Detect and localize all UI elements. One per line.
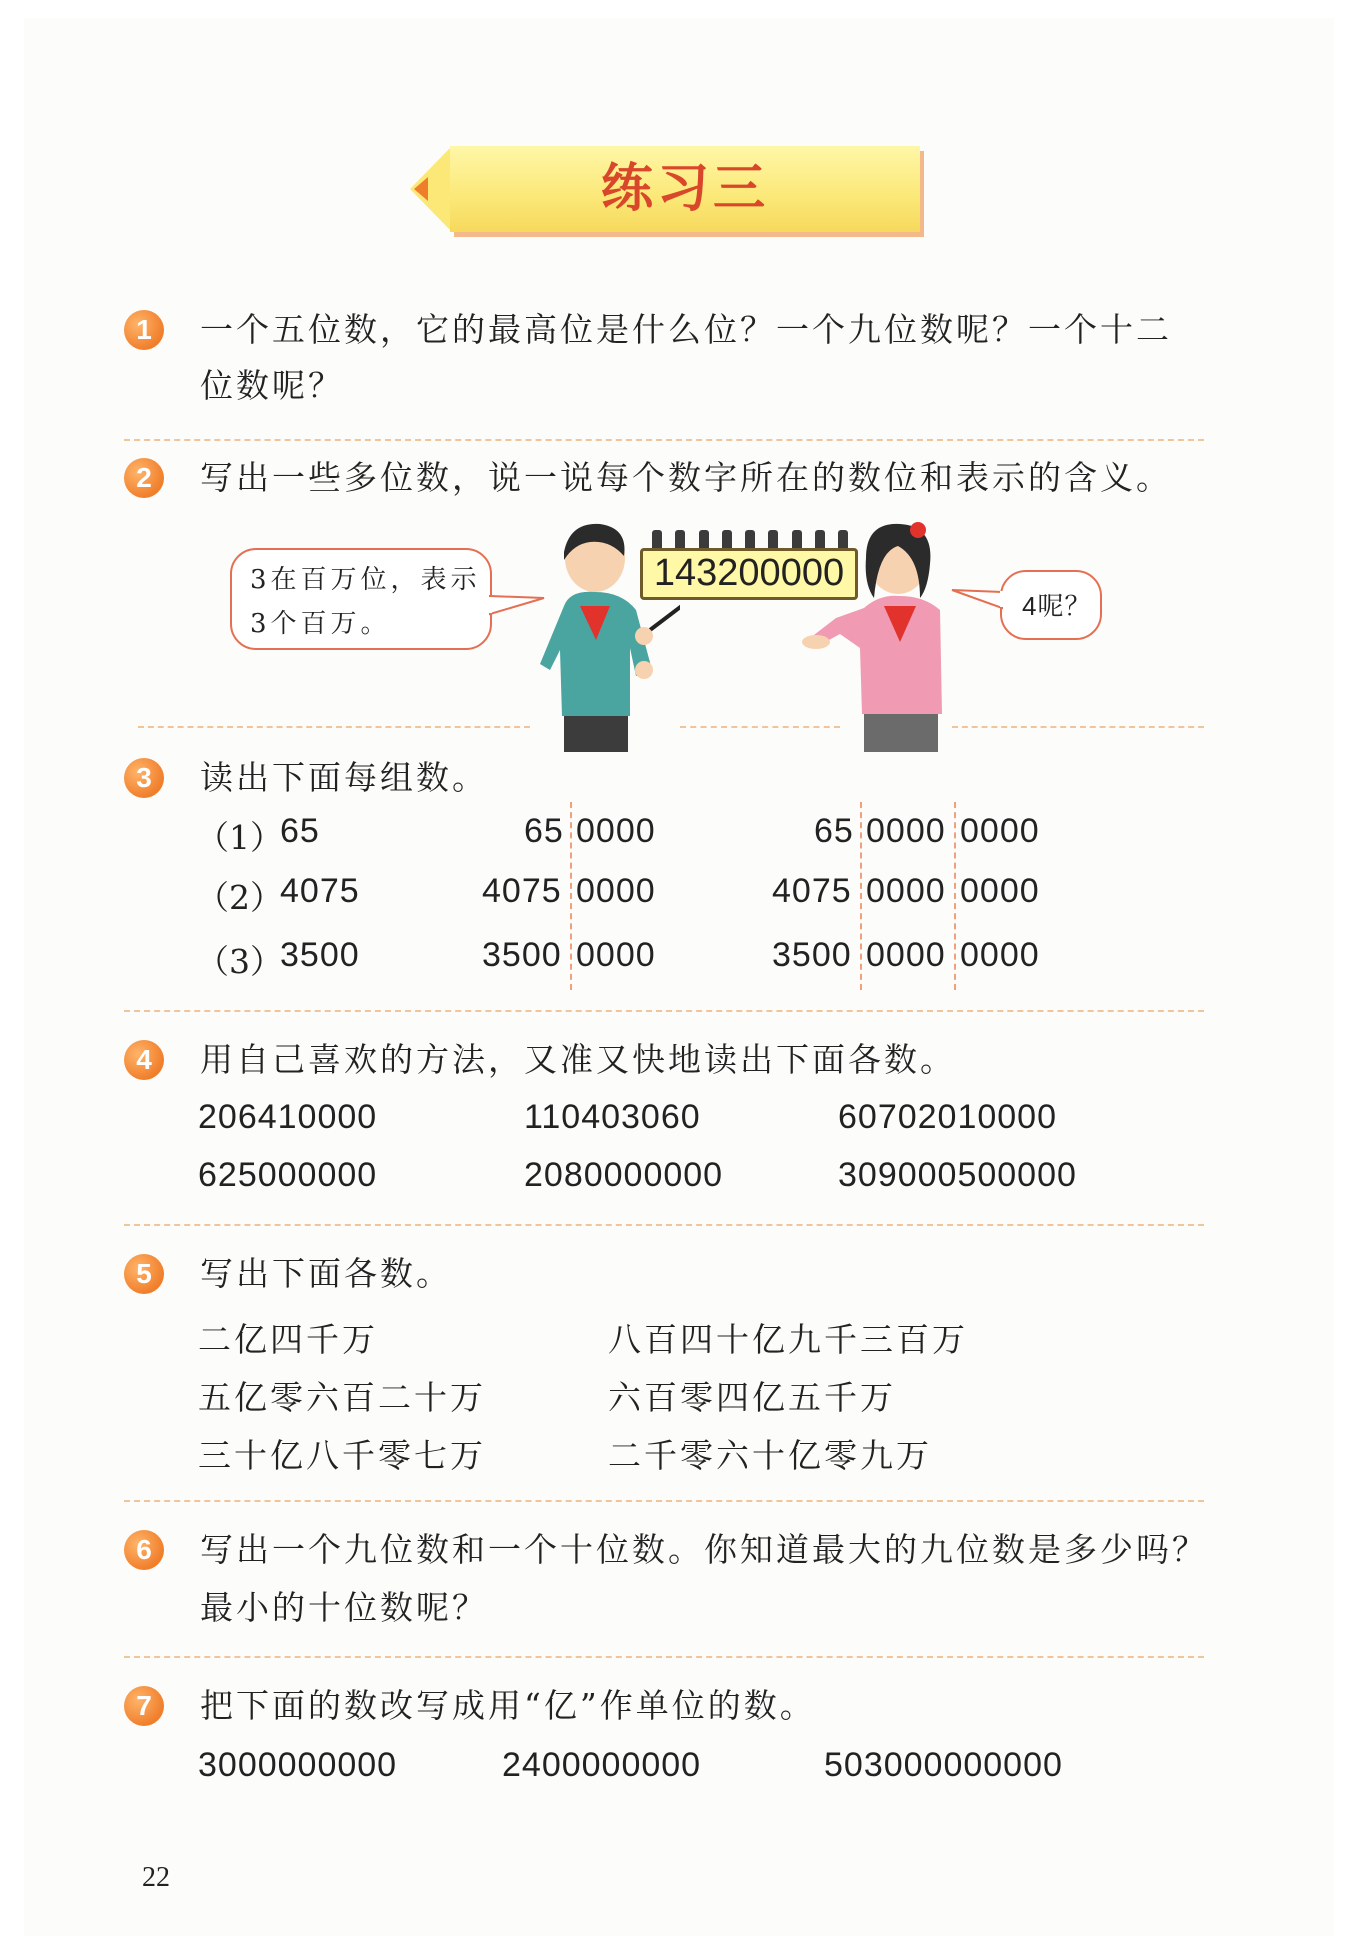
exercise-3-row-2-a: 4075	[280, 872, 360, 910]
exercise-1-line2: 位数呢？	[200, 366, 344, 405]
exercise-5-item-1: 二亿四千万	[198, 1320, 378, 1359]
divider	[124, 1010, 1204, 1012]
exercise-2-text: 写出一些多位数，说一说每个数字所在的数位和表示的含义。	[200, 458, 1172, 497]
exercise-6-line2: 最小的十位数呢？	[200, 1588, 488, 1627]
exercise-3-row-2-c2: 0000	[866, 872, 946, 910]
exercise-3-row-1-c3: 0000	[960, 812, 1040, 850]
exercise-7-text: 把下面的数改写成用“亿”作单位的数。	[200, 1686, 816, 1725]
boy-bubble-line2: 3个百万。	[250, 609, 391, 639]
exercise-1-number: 1	[124, 310, 164, 350]
exercise-7-number: 7	[124, 1686, 164, 1726]
exercise-7-number-3: 503000000000	[824, 1746, 1063, 1784]
exercise-4-number: 4	[124, 1040, 164, 1080]
exercise-3-row-3-b2: 0000	[576, 936, 656, 974]
exercise-4-number-4: 625000000	[198, 1156, 378, 1194]
boy-bubble-line1: 3在百万位，表示	[250, 565, 481, 595]
exercise-6-number: 6	[124, 1530, 164, 1570]
exercise-3-row-3-a: 3500	[280, 936, 360, 974]
exercise-3-row-1-c1: 65	[814, 812, 854, 850]
exercise-5-item-6: 二千零六十亿零九万	[608, 1436, 932, 1475]
girl-speech-bubble	[1000, 570, 1102, 640]
place-separator	[860, 802, 862, 990]
exercise-3-row-1-c2: 0000	[866, 812, 946, 850]
exercise-3-number: 3	[124, 758, 164, 798]
exercise-4-number-3: 60702010000	[838, 1098, 1058, 1136]
exercise-3-row-2-label: （2）	[196, 878, 283, 917]
title-banner	[410, 146, 920, 232]
exercise-3-row-2-c1: 4075	[772, 872, 852, 910]
exercise-3-row-1-a: 65	[280, 812, 320, 850]
exercise-2-number: 2	[124, 458, 164, 498]
exercise-7-number-2: 2400000000	[502, 1746, 702, 1784]
exercise-4-number-1: 206410000	[198, 1098, 378, 1136]
exercise-3-row-2-c3: 0000	[960, 872, 1040, 910]
exercise-3-row-3-b1: 3500	[482, 936, 562, 974]
divider	[124, 1656, 1204, 1658]
boy-bubble-tail	[488, 590, 548, 620]
exercise-5-number: 5	[124, 1254, 164, 1294]
number-board: 143200000	[640, 548, 858, 600]
exercise-4-text: 用自己喜欢的方法，又准又快地读出下面各数。	[200, 1040, 956, 1079]
divider	[138, 726, 530, 728]
exercise-4-number-5: 2080000000	[524, 1156, 724, 1194]
boy-speech-bubble	[230, 548, 492, 650]
exercise-4-number-6: 309000500000	[838, 1156, 1077, 1194]
exercise-7-number-1: 3000000000	[198, 1746, 398, 1784]
exercise-1-line1: 一个五位数，它的最高位是什么位？一个九位数呢？一个十二	[200, 310, 1172, 349]
exercise-5-item-3: 五亿零六百二十万	[198, 1378, 486, 1417]
exercise-5-item-5: 三十亿八千零七万	[198, 1436, 486, 1475]
divider	[680, 726, 840, 728]
exercise-3-row-1-label: （1）	[196, 818, 283, 857]
divider	[124, 1500, 1204, 1502]
divider	[124, 1224, 1204, 1226]
divider	[952, 726, 1204, 728]
girl-bubble-text: 4呢？	[1022, 591, 1092, 621]
exercise-5-text: 写出下面各数。	[200, 1254, 452, 1293]
place-separator	[954, 802, 956, 990]
exercise-3-row-3-c3: 0000	[960, 936, 1040, 974]
exercise-3-row-1-b2: 0000	[576, 812, 656, 850]
exercise-5-item-2: 八百四十亿九千三百万	[608, 1320, 968, 1359]
exercise-3-row-3-label: （3）	[196, 942, 283, 981]
girl-illustration	[790, 518, 960, 752]
exercise-6-line1: 写出一个九位数和一个十位数。你知道最大的九位数是多少吗？	[200, 1530, 1208, 1569]
exercise-3-row-1-b1: 65	[524, 812, 564, 850]
exercise-3-row-3-c2: 0000	[866, 936, 946, 974]
exercise-5-item-4: 六百零四亿五千万	[608, 1378, 896, 1417]
divider	[124, 439, 1204, 441]
place-separator	[570, 802, 572, 990]
exercise-3-row-3-c1: 3500	[772, 936, 852, 974]
page-number: 22	[142, 1862, 170, 1893]
page-title: 练习三	[600, 158, 769, 219]
exercise-3-text: 读出下面每组数。	[200, 758, 488, 797]
exercise-3-row-2-b1: 4075	[482, 872, 562, 910]
exercise-4-number-2: 110403060	[524, 1098, 701, 1136]
banner-arrow-tip	[414, 177, 428, 201]
boy-illustration	[540, 520, 680, 752]
exercise-3-row-2-b2: 0000	[576, 872, 656, 910]
